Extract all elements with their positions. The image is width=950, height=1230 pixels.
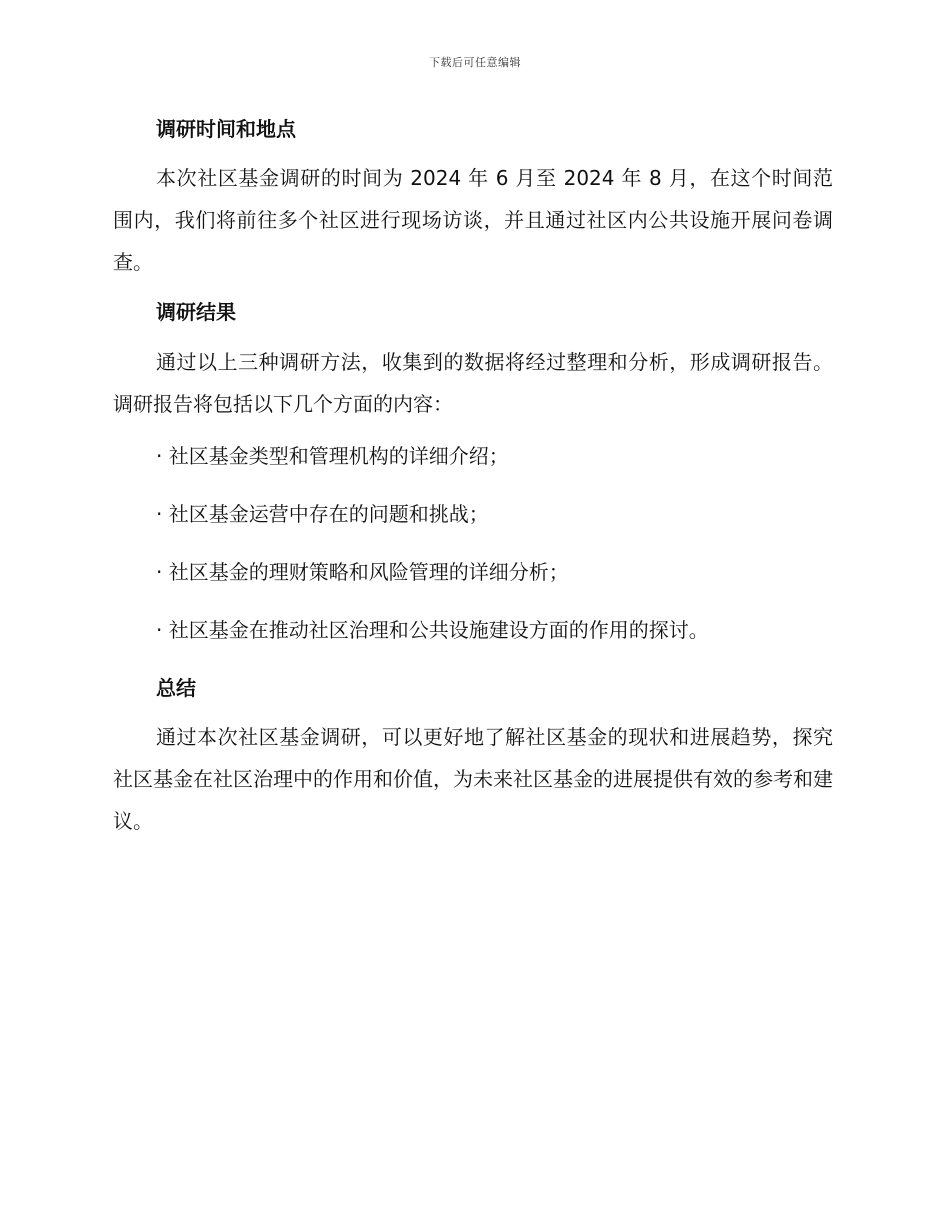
paragraph-summary: 通过本次社区基金调研，可以更好地了解社区基金的现状和进展趋势，探究社区基金在社区治理中的作用和价值，为未来社区基金的进展提供有效的参考和建议。 bbox=[113, 725, 833, 833]
section-heading-results: 调研结果 bbox=[156, 300, 236, 324]
section-heading-summary: 总结 bbox=[156, 676, 196, 700]
paragraph-results: 通过以上三种调研方法，收集到的数据将经过整理和分析，形成调研报告。调研报告将包括以下几个方面的内容： bbox=[113, 350, 833, 416]
header-note: 下载后可任意编辑 bbox=[429, 56, 521, 69]
list-item: · 社区基金类型和管理机构的详细介绍； bbox=[156, 444, 509, 468]
list-item: · 社区基金在推动社区治理和公共设施建设方面的作用的探讨。 bbox=[156, 618, 709, 642]
list-item: · 社区基金运营中存在的问题和挑战； bbox=[156, 502, 489, 526]
document-body bbox=[113, 112, 833, 842]
section-heading-time-place: 调研时间和地点 bbox=[156, 117, 296, 141]
list-item: · 社区基金的理财策略和风险管理的详细分析； bbox=[156, 560, 569, 584]
paragraph-time-place: 本次社区基金调研的时间为 2024 年 6 月至 2024 年 8 月，在这个时间范围内，我们将前往多个社区进行现场访谈，并且通过社区内公共设施开展问卷调查。 bbox=[113, 166, 833, 274]
